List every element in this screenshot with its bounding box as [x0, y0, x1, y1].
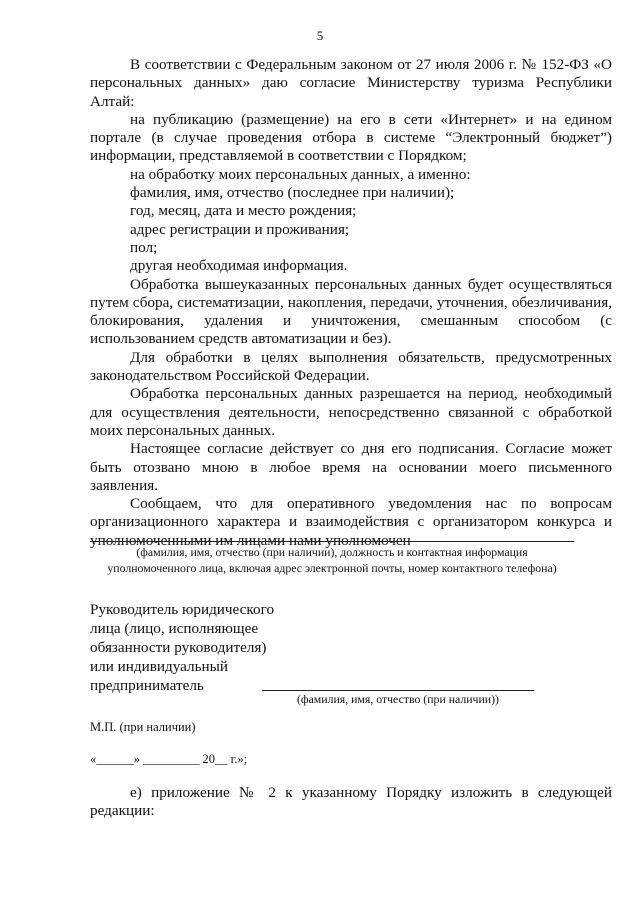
- paragraph: Для обработки в целях выполнения обязательств, предусмотренных законодательством Российской Федерации.: [90, 348, 612, 385]
- paragraph: год, месяц, дата и место рождения;: [130, 202, 357, 220]
- role-line: или индивидуальный: [90, 658, 229, 675]
- signer-role: [90, 600, 310, 695]
- role-line: предприниматель: [90, 677, 204, 694]
- name-signature-line: [262, 690, 534, 691]
- stamp-place: М.П. (при наличии): [90, 720, 196, 734]
- contact-signature-line: [90, 541, 574, 542]
- paragraph: Сообщаем, что для оперативного уведомления нас по вопросам организационного характера и взаимодействия с организатором конкурса и уполномоченными им лицами нами уполномочен: [90, 495, 612, 549]
- date-field: «______» _________ 20__ г.»;: [90, 752, 248, 766]
- paragraph: е) приложение № 2 к указанному Порядку изложить в следующей редакции:: [90, 784, 612, 820]
- paragraph: на обработку моих персональных данных, а именно:: [130, 165, 471, 183]
- paragraph: другая необходимая информация.: [130, 257, 348, 275]
- amendment-text: [90, 784, 612, 821]
- role-line: Руководитель юридического: [90, 601, 275, 618]
- paragraph: В соответствии с Федеральным законом от 27 июля 2006 г. № 152-ФЗ «О персональных данных» даю согласие Министерству туризма Республики Алтай:: [90, 56, 612, 110]
- role-line: обязанности руководителя): [90, 639, 267, 656]
- paragraph: Обработка персональных данных разрешается на период, необходимый для осуществления деятельности, непосредственно связанной с обработкой моих персональных данных.: [90, 385, 612, 439]
- page-number: 5: [316, 28, 324, 43]
- consent-body: [90, 56, 612, 550]
- paragraph: фамилия, имя, отчество (последнее при наличии);: [130, 184, 455, 202]
- paragraph: на публикацию (размещение) на его в сети «Интернет» и на едином портале (в случае проведения отбора в системе “Электронный бюджет”) информации, представляемой в соответствии с Порядком;: [90, 110, 612, 165]
- paragraph: Настоящее согласие действует со дня его подписания. Согласие может быть отозвано мною в любое время на основании моего письменного заявления.: [90, 440, 612, 494]
- name-caption: (фамилия, имя, отчество (при наличии)): [297, 692, 499, 706]
- role-line: лица (лицо, исполняющее: [90, 620, 259, 637]
- contact-caption: (фамилия, имя, отчество (при наличии), должность и контактная информация уполномоченного лица, включая адрес электронной почты, номер контактного телефона): [107, 545, 557, 575]
- paragraph: Обработка вышеуказанных персональных данных будет осуществляться путем сбора, систематизации, накопления, передачи, уточнения, обезличивания, блокирования, удаления и уничтожения, смешанным способом (с использованием средств автоматизации и без).: [90, 275, 612, 348]
- paragraph: пол;: [130, 238, 158, 256]
- paragraph: адрес регистрации и проживания;: [130, 220, 350, 238]
